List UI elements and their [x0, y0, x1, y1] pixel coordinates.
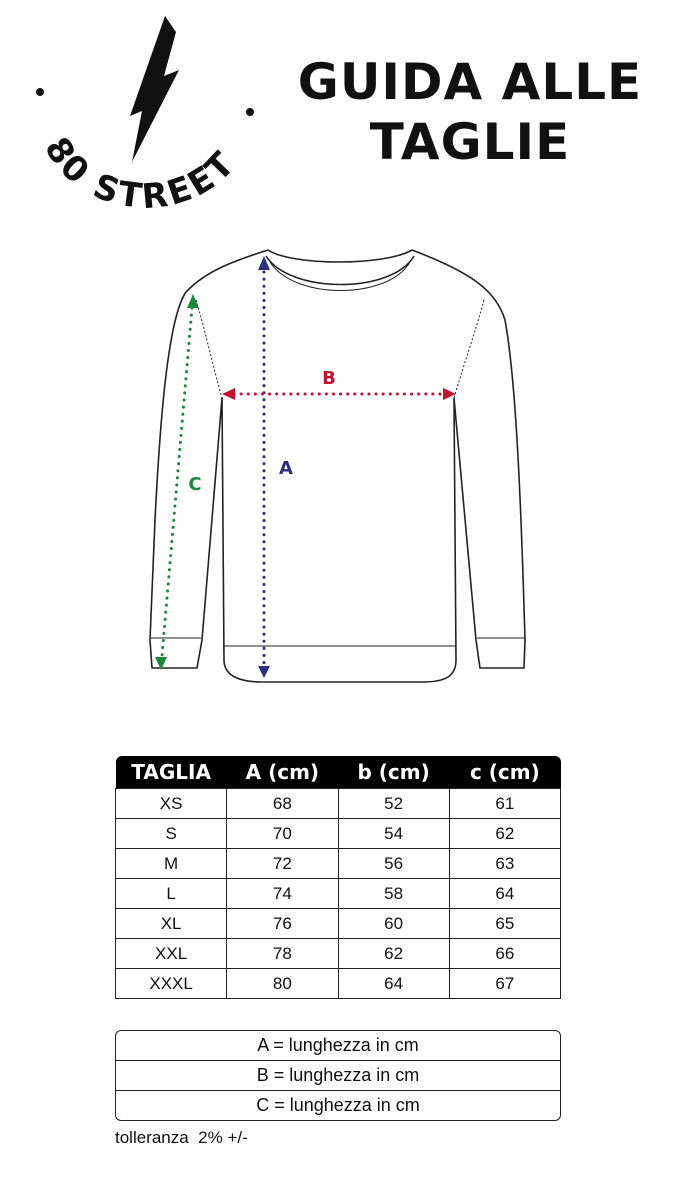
cell-b: 60 [338, 909, 449, 939]
tolerance-note: tolleranza 2% +/- [115, 1128, 248, 1147]
table-row [116, 969, 561, 999]
cell-b: 56 [338, 849, 449, 879]
cell-c: 61 [449, 789, 560, 819]
header-c: c (cm) [449, 756, 560, 789]
cell-c: 66 [449, 939, 560, 969]
table-row [116, 819, 561, 849]
page-title [290, 52, 650, 172]
label-b: B [322, 368, 336, 389]
cell-a: 70 [227, 819, 338, 849]
sweatshirt-outline [150, 250, 525, 682]
label-c: C [188, 474, 202, 495]
legend-row-b: B = lunghezza in cm [116, 1060, 560, 1090]
legend-row-a: A = lunghezza in cm [257, 1035, 419, 1055]
table-row [116, 789, 561, 819]
cell-b: 64 [338, 969, 449, 999]
sweatshirt-diagram [120, 230, 540, 700]
logo-dot-right [246, 108, 254, 116]
label-a: A [279, 458, 293, 479]
cell-size: XXL [116, 939, 227, 969]
cell-c: 65 [449, 909, 560, 939]
measure-a [258, 256, 270, 678]
cell-a: 68 [227, 789, 338, 819]
cell-size: XL [116, 909, 227, 939]
cell-b: 52 [338, 789, 449, 819]
cell-a: 74 [227, 879, 338, 909]
table-row [116, 909, 561, 939]
cell-c: 67 [449, 969, 560, 999]
cell-b: 58 [338, 879, 449, 909]
cell-a: 78 [227, 939, 338, 969]
cell-c: 63 [449, 849, 560, 879]
cell-c: 62 [449, 819, 560, 849]
measurement-legend [115, 1030, 561, 1121]
cell-size: S [116, 819, 227, 849]
page-title-line2: TAGLIE [369, 113, 571, 171]
table-header-row [116, 756, 561, 789]
cell-size: L [116, 879, 227, 909]
cell-size: XXXL [116, 969, 227, 999]
cell-b: 62 [338, 939, 449, 969]
size-table [115, 756, 561, 999]
logo-text: 80 STREET [36, 130, 245, 218]
table-row [116, 939, 561, 969]
lightning-bolt-icon [130, 16, 179, 162]
cell-b: 54 [338, 819, 449, 849]
brand-logo [18, 12, 268, 222]
table-row [116, 879, 561, 909]
page-title-line1: GUIDA ALLE [297, 53, 643, 111]
cell-size: M [116, 849, 227, 879]
table-row [116, 849, 561, 879]
header-b: b (cm) [338, 756, 449, 789]
legend-row-c: C = lunghezza in cm [116, 1090, 560, 1120]
measure-b [222, 388, 456, 400]
cell-c: 64 [449, 879, 560, 909]
cell-a: 80 [227, 969, 338, 999]
cell-a: 76 [227, 909, 338, 939]
cell-a: 72 [227, 849, 338, 879]
header-a: A (cm) [227, 756, 338, 789]
cell-size: XS [116, 789, 227, 819]
header-taglia: TAGLIA [116, 756, 227, 789]
logo-dot-left [36, 88, 44, 96]
